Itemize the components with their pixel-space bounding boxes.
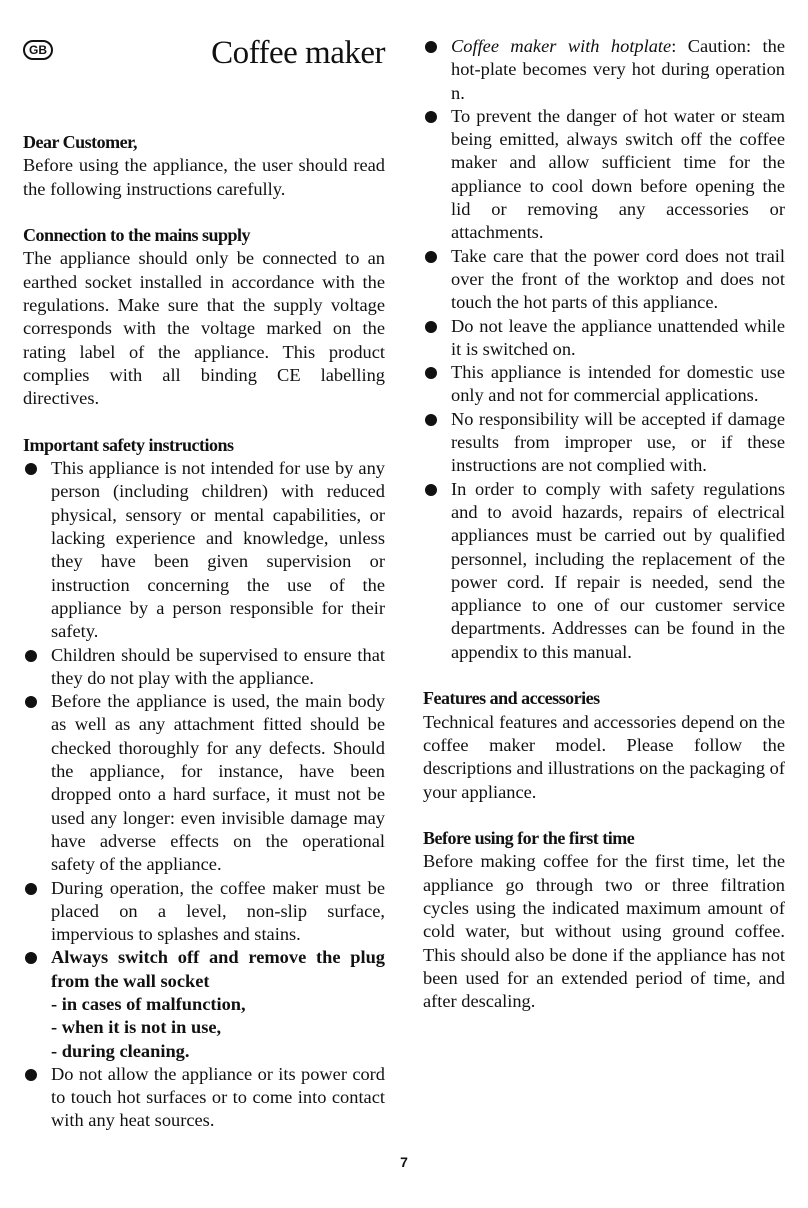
list-item: In order to comply with safety regulations and to avoid hazards, repairs of electrical appliances must be carried out by qualified personnel, including the replacement of the power cord. If repair is needed, send the appliance to one of our customer service departments. Addresses can be found in the appendix to this manual. xyxy=(423,478,785,664)
bullet-icon xyxy=(25,883,37,895)
left-column xyxy=(23,32,385,1133)
bullet-icon xyxy=(425,367,437,379)
list-item: Coffee maker with hotplate: Caution: the hot-plate becomes very hot during operation n. xyxy=(423,35,785,105)
intro-text: Before using the appliance, the user should read the following instructions carefully. xyxy=(23,155,385,199)
first-use-heading: Before using for the first time xyxy=(423,828,635,849)
page-header xyxy=(23,32,385,78)
mains-text: The appliance should only be connected to an earthed socket installed in accordance with the regulations. Make sure that the supply voltage corresponds with the voltage marked on the rating label of the appliance. This product complies with all binding CE labelling directives. xyxy=(23,248,385,409)
list-item: Do not leave the appliance unattended while it is switched on. xyxy=(423,315,785,362)
mains-heading: Connection to the mains supply xyxy=(23,225,251,246)
plug-sub-item: - during cleaning. xyxy=(51,1040,190,1061)
list-item: This appliance is intended for domestic use only and not for commercial applications. xyxy=(423,361,785,408)
bullet-icon xyxy=(425,41,437,53)
bullet-icon xyxy=(25,463,37,475)
plug-sub-item: - when it is not in use, xyxy=(51,1017,222,1038)
page-title: Coffee maker xyxy=(211,35,385,71)
page-number: 7 xyxy=(400,1154,408,1170)
list-item: Before the appliance is used, the main body as well as any attachment fitted should be checked thoroughly for any defects. Should the appliance, for instance, have been dropped onto a hard surface, it must not be used any longer: even invisible damage may have adverse effects on the operational safety of the appliance. xyxy=(23,690,385,876)
bullet-icon xyxy=(425,111,437,123)
safety-list xyxy=(23,457,385,1133)
list-item: During operation, the coffee maker must be placed on a level, non-slip surface, impervious to splashes and stains. xyxy=(23,877,385,947)
list-item: No responsibility will be accepted if damage results from improper use, or if these instructions are not complied with. xyxy=(423,408,785,478)
bullet-icon xyxy=(25,1069,37,1081)
bullet-icon xyxy=(25,952,37,964)
hotplate-label: Coffee maker with hotplate xyxy=(451,36,672,56)
features-text: Technical features and accessories depend on the coffee maker model. Please follow the descriptions and illustrations on the packaging of your appliance. xyxy=(423,711,785,802)
list-item: To prevent the danger of hot water or steam being emitted, always switch off the coffee maker and allow sufficient time for the appliance to cool down before opening the lid or removing any accessories or attachments. xyxy=(423,105,785,245)
list-item: Do not allow the appliance or its power cord to touch hot surfaces or to come into contact with any heat sources. xyxy=(23,1063,385,1133)
safety-heading: Important safety instructions xyxy=(23,434,234,455)
list-item: This appliance is not intended for use by any person (including children) with reduced physical, sensory or mental capabilities, or lacking experience and knowledge, unless they have been given supervision or instruction concerning the use of the appliance by a person responsible for their safety. xyxy=(23,457,385,643)
bullet-icon xyxy=(425,484,437,496)
bullet-icon xyxy=(25,696,37,708)
bullet-icon xyxy=(425,414,437,426)
language-badge: GB xyxy=(23,40,53,60)
plug-warning-item: Always switch off and remove the plug from the wall socket - in cases of malfunction, - when it is not in use, - during cleaning. xyxy=(23,946,385,1062)
first-use-text: Before making coffee for the first time, let the appliance go through two or three filtration cycles using the indicated maximum amount of cold water, but without using ground coffee. This should also be done if the appliance has not been used for an extended period of time, and after descaling. xyxy=(423,851,785,1012)
intro-heading: Dear Customer, xyxy=(23,132,137,152)
right-column xyxy=(423,35,785,1013)
plug-sub-item: - in cases of malfunction, xyxy=(51,993,246,1014)
list-item: Take care that the power cord does not trail over the front of the worktop and does not touch the hot parts of this appliance. xyxy=(423,245,785,315)
features-heading: Features and accessories xyxy=(423,688,600,709)
bullet-icon xyxy=(425,251,437,263)
bullet-icon xyxy=(425,321,437,333)
safety-list-continued xyxy=(423,35,785,664)
list-item: Children should be supervised to ensure that they do not play with the appliance. xyxy=(23,644,385,691)
bullet-icon xyxy=(25,650,37,662)
